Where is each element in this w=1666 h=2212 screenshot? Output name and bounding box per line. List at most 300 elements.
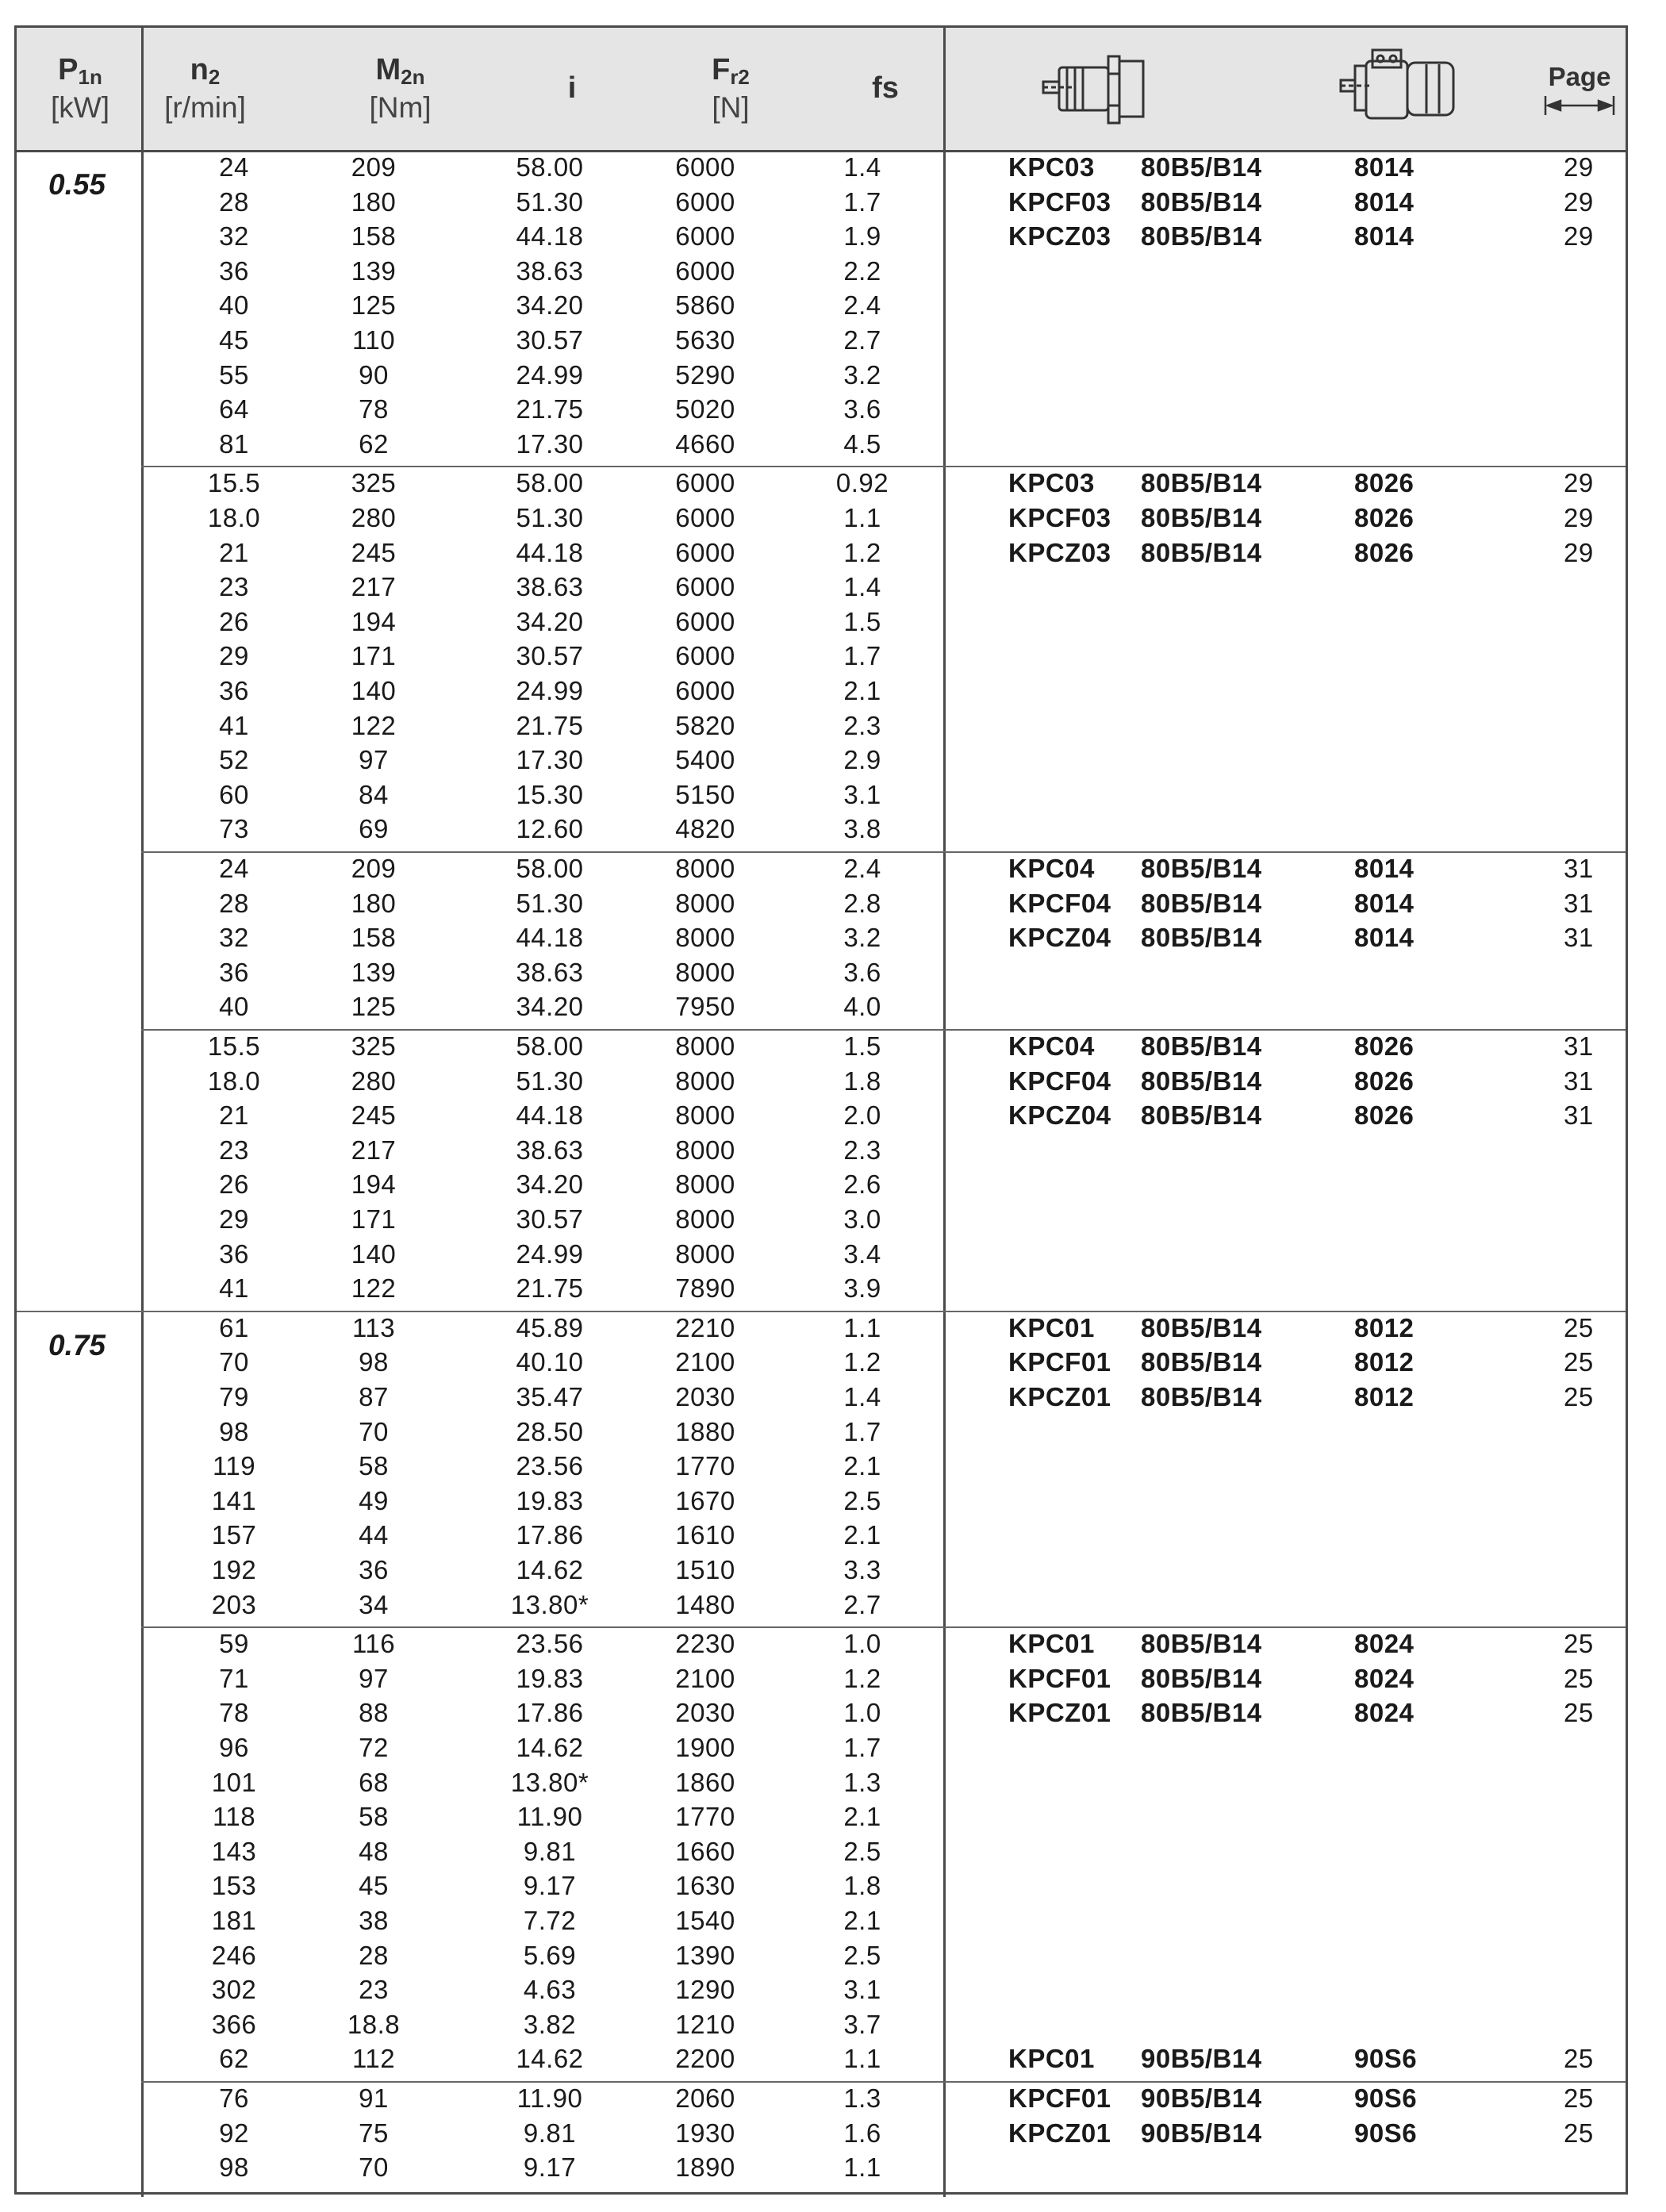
m2n-cell: 280	[351, 502, 397, 532]
ratio-cell: 24.99	[516, 675, 584, 705]
fr2-cell: 5820	[675, 710, 735, 740]
n2-cell: 246	[211, 1940, 257, 1970]
ratio-cell: 30.57	[516, 641, 584, 671]
m2n-cell: 245	[351, 1100, 397, 1131]
ratio-cell: 38.63	[516, 957, 584, 987]
fs-cell: 3.2	[843, 923, 881, 953]
header-i: i	[567, 71, 577, 106]
n2-cell: 18.0	[207, 502, 261, 532]
ratio-cell: 5.69	[523, 1940, 577, 1970]
ratio-cell: 21.75	[516, 394, 584, 424]
n2-cell: 29	[219, 1204, 249, 1234]
product-flange: 80B5/B14	[1141, 1663, 1262, 1693]
fs-cell: 2.1	[843, 1520, 881, 1550]
product-motor: 90S6	[1354, 2083, 1418, 2113]
group-divider	[141, 466, 1626, 467]
n2-cell: 96	[219, 1732, 249, 1762]
fs-cell: 3.3	[843, 1554, 881, 1584]
m2n-cell: 139	[351, 255, 397, 286]
n2-cell: 21	[219, 1100, 249, 1131]
header-m2n: $M_{2n}$ [Nm]	[369, 52, 432, 125]
fr2-cell: 7890	[675, 1273, 735, 1304]
ratio-cell: 44.18	[516, 221, 584, 252]
fr2-cell: 1670	[675, 1485, 735, 1515]
n2-cell: 98	[219, 2152, 249, 2183]
n2-cell: 26	[219, 1169, 249, 1200]
fs-cell: 3.1	[843, 779, 881, 809]
m2n-cell: 69	[359, 814, 389, 844]
product-page: 29	[1564, 537, 1594, 567]
product-motor: 8012	[1354, 1381, 1415, 1411]
m2n-cell: 158	[351, 221, 397, 252]
fs-cell: 2.8	[843, 888, 881, 918]
m2n-cell: 125	[351, 290, 397, 321]
fs-cell: 2.3	[843, 1135, 881, 1165]
ratio-cell: 23.56	[516, 1451, 584, 1481]
fs-cell: 1.7	[843, 1416, 881, 1446]
n2-cell: 45	[219, 325, 249, 355]
ratio-cell: 13.80*	[510, 1767, 589, 1797]
fr2-cell: 6000	[675, 641, 735, 671]
m2n-cell: 49	[359, 1485, 389, 1515]
m2n-cell: 209	[351, 854, 397, 883]
ratio-cell: 14.62	[516, 2044, 584, 2074]
m2n-cell: 36	[359, 1554, 389, 1584]
n2-cell: 366	[211, 2009, 257, 2039]
n2-cell: 32	[219, 923, 249, 953]
ratio-cell: 24.99	[516, 1238, 584, 1269]
fr2-cell: 1660	[675, 1836, 735, 1866]
product-page: 29	[1564, 152, 1594, 182]
product-flange: 80B5/B14	[1141, 537, 1262, 567]
column-divider-products	[943, 28, 946, 2197]
product-page: 25	[1564, 1381, 1594, 1411]
m2n-cell: 97	[359, 745, 389, 775]
ratio-cell: 4.63	[523, 1975, 577, 2005]
fr2-cell: 1860	[675, 1767, 735, 1797]
ratio-cell: 9.81	[523, 2118, 577, 2148]
fs-cell: 1.1	[843, 2152, 881, 2183]
fs-cell: 2.9	[843, 745, 881, 775]
m2n-cell: 91	[359, 2083, 389, 2113]
fs-cell: 2.7	[843, 1589, 881, 1619]
product-motor: 8012	[1354, 1312, 1415, 1342]
fr2-cell: 1290	[675, 1975, 735, 2005]
ratio-cell: 44.18	[516, 537, 584, 567]
product-page: 29	[1564, 502, 1594, 532]
power-divider	[17, 1311, 1626, 1312]
fr2-cell: 2030	[675, 1381, 735, 1411]
fs-cell: 3.2	[843, 359, 881, 390]
m2n-cell: 90	[359, 359, 389, 390]
product-page: 25	[1564, 1312, 1594, 1342]
fr2-cell: 1890	[675, 2152, 735, 2183]
fs-cell: 2.5	[843, 1836, 881, 1866]
fs-cell: 2.6	[843, 1169, 881, 1200]
m2n-cell: 75	[359, 2118, 389, 2148]
product-flange: 80B5/B14	[1141, 1347, 1262, 1377]
n2-cell: 28	[219, 186, 249, 217]
fs-cell: 1.7	[843, 186, 881, 217]
product-flange: 80B5/B14	[1141, 1312, 1262, 1342]
fr2-cell: 8000	[675, 1169, 735, 1200]
m2n-cell: 58	[359, 1451, 389, 1481]
product-page: 31	[1564, 923, 1594, 953]
ratio-cell: 30.57	[516, 325, 584, 355]
n2-cell: 71	[219, 1663, 249, 1693]
product-model: KPC04	[1008, 1031, 1095, 1061]
fs-cell: 1.5	[843, 606, 881, 636]
n2-cell: 18.0	[207, 1066, 261, 1096]
ratio-cell: 58.00	[516, 152, 584, 182]
ratio-cell: 38.63	[516, 255, 584, 286]
fr2-cell: 6000	[675, 537, 735, 567]
m2n-cell: 58	[359, 1802, 389, 1832]
n2-cell: 15.5	[207, 468, 261, 498]
n2-cell: 181	[211, 1905, 257, 1935]
ratio-cell: 45.89	[516, 1312, 584, 1342]
m2n-cell: 171	[351, 1204, 397, 1234]
selection-table	[14, 25, 1628, 2195]
fr2-cell: 5400	[675, 745, 735, 775]
m2n-cell: 122	[351, 1273, 397, 1304]
ratio-cell: 30.57	[516, 1204, 584, 1234]
ratio-cell: 34.20	[516, 606, 584, 636]
n2-cell: 143	[211, 1836, 257, 1866]
m2n-cell: 38	[359, 1905, 389, 1935]
n2-cell: 192	[211, 1554, 257, 1584]
product-flange: 80B5/B14	[1141, 888, 1262, 918]
m2n-cell: 325	[351, 1031, 397, 1061]
ratio-cell: 21.75	[516, 1273, 584, 1304]
fr2-cell: 2030	[675, 1698, 735, 1728]
fs-cell: 3.8	[843, 814, 881, 844]
n2-cell: 153	[211, 1871, 257, 1901]
fs-cell: 2.5	[843, 1940, 881, 1970]
fs-cell: 2.3	[843, 710, 881, 740]
fr2-cell: 8000	[675, 1066, 735, 1096]
product-page: 29	[1564, 186, 1594, 217]
product-page: 31	[1564, 1100, 1594, 1131]
ratio-cell: 9.17	[523, 2152, 577, 2183]
ratio-cell: 14.62	[516, 1554, 584, 1584]
m2n-cell: 48	[359, 1836, 389, 1866]
fs-cell: 3.6	[843, 394, 881, 424]
fs-cell: 3.0	[843, 1204, 881, 1234]
n2-cell: 118	[212, 1802, 256, 1832]
fs-cell: 2.2	[843, 255, 881, 286]
fr2-cell: 4660	[675, 428, 735, 459]
fr2-cell: 5290	[675, 359, 735, 390]
product-motor: 8024	[1354, 1629, 1415, 1659]
ratio-cell: 51.30	[516, 186, 584, 217]
ratio-cell: 17.86	[516, 1698, 584, 1728]
fs-cell: 1.8	[843, 1066, 881, 1096]
ratio-cell: 21.75	[516, 710, 584, 740]
m2n-cell: 194	[351, 1169, 397, 1200]
m2n-cell: 280	[351, 1066, 397, 1096]
ratio-cell: 11.90	[516, 2083, 583, 2113]
fr2-cell: 1540	[675, 1905, 735, 1935]
n2-cell: 73	[219, 814, 249, 844]
fs-cell: 1.3	[843, 2083, 881, 2113]
n2-cell: 60	[219, 779, 249, 809]
ratio-cell: 9.17	[523, 1871, 577, 1901]
n2-cell: 52	[219, 745, 249, 775]
ratio-cell: 38.63	[516, 572, 584, 602]
fr2-cell: 6000	[675, 255, 735, 286]
ratio-cell: 13.80*	[510, 1589, 589, 1619]
m2n-cell: 28	[359, 1940, 389, 1970]
ratio-cell: 38.63	[516, 1135, 584, 1165]
product-flange: 80B5/B14	[1141, 1381, 1262, 1411]
m2n-cell: 110	[351, 325, 396, 355]
n2-cell: 62	[219, 2044, 249, 2074]
fr2-cell: 6000	[675, 468, 735, 498]
m2n-cell: 78	[359, 394, 389, 424]
product-motor: 8026	[1354, 1100, 1415, 1131]
product-flange: 90B5/B14	[1141, 2118, 1262, 2148]
fs-cell: 1.1	[843, 1312, 881, 1342]
product-model: KPC01	[1008, 2044, 1095, 2074]
ratio-cell: 58.00	[516, 468, 584, 498]
product-motor: 90S6	[1354, 2044, 1418, 2074]
n2-cell: 36	[219, 1238, 249, 1269]
fs-cell: 3.1	[843, 1975, 881, 2005]
ratio-cell: 19.83	[516, 1663, 584, 1693]
n2-cell: 78	[219, 1698, 249, 1728]
m2n-cell: 209	[351, 152, 397, 182]
fs-cell: 2.4	[843, 290, 881, 321]
product-model: KPCZ03	[1008, 221, 1111, 252]
fs-cell: 1.0	[843, 1698, 881, 1728]
fr2-cell: 8000	[675, 957, 735, 987]
fr2-cell: 5860	[675, 290, 735, 321]
fs-cell: 1.7	[843, 1732, 881, 1762]
product-model: KPCF04	[1008, 1066, 1111, 1096]
m2n-cell: 325	[351, 468, 397, 498]
double-arrow-icon	[1543, 94, 1616, 117]
fs-cell: 2.1	[843, 1802, 881, 1832]
fr2-cell: 1510	[675, 1554, 735, 1584]
ratio-cell: 19.83	[516, 1485, 584, 1515]
product-motor: 8014	[1354, 152, 1415, 182]
header-fs: fs	[872, 71, 899, 106]
m2n-cell: 217	[351, 1135, 397, 1165]
n2-cell: 119	[212, 1451, 256, 1481]
n2-cell: 92	[219, 2118, 249, 2148]
m2n-cell: 245	[351, 537, 397, 567]
fr2-cell: 2210	[675, 1312, 735, 1342]
fr2-cell: 6000	[675, 572, 735, 602]
fr2-cell: 6000	[675, 152, 735, 182]
ratio-cell: 17.30	[516, 428, 584, 459]
fr2-cell: 8000	[675, 923, 735, 953]
m2n-cell: 44	[359, 1520, 389, 1550]
fr2-cell: 8000	[675, 1100, 735, 1131]
product-model: KPCF03	[1008, 186, 1111, 217]
fr2-cell: 8000	[675, 854, 735, 883]
fr2-cell: 8000	[675, 888, 735, 918]
fs-cell: 1.2	[843, 1347, 881, 1377]
ratio-cell: 34.20	[516, 992, 584, 1022]
product-model: KPC03	[1008, 468, 1095, 498]
n2-cell: 23	[219, 572, 249, 602]
n2-cell: 81	[219, 428, 249, 459]
ratio-cell: 17.30	[516, 745, 584, 775]
ratio-cell: 34.20	[516, 1169, 584, 1200]
m2n-cell: 23	[359, 1975, 389, 2005]
gearmotor-icon	[1338, 44, 1464, 132]
m2n-cell: 72	[359, 1732, 389, 1762]
m2n-cell: 180	[351, 888, 397, 918]
fr2-cell: 1610	[675, 1520, 735, 1550]
n2-cell: 15.5	[207, 1031, 261, 1061]
n2-cell: 64	[219, 394, 249, 424]
product-model: KPCZ04	[1008, 923, 1111, 953]
group-divider	[141, 2081, 1626, 2083]
ratio-cell: 34.20	[516, 290, 584, 321]
fr2-cell: 1210	[675, 2009, 735, 2039]
fs-cell: 2.1	[843, 1905, 881, 1935]
product-page: 31	[1564, 1066, 1594, 1096]
product-flange: 80B5/B14	[1141, 186, 1262, 217]
fr2-cell: 2230	[675, 1629, 735, 1659]
fr2-cell: 1390	[675, 1940, 735, 1970]
product-page: 29	[1564, 468, 1594, 498]
fr2-cell: 1770	[675, 1802, 735, 1832]
fs-cell: 3.9	[843, 1273, 881, 1304]
fr2-cell: 5150	[675, 779, 735, 809]
n2-cell: 40	[219, 992, 249, 1022]
fs-cell: 2.7	[843, 325, 881, 355]
ratio-cell: 9.81	[523, 1836, 577, 1866]
product-motor: 8014	[1354, 186, 1415, 217]
n2-cell: 40	[219, 290, 249, 321]
power-label: 0.55	[48, 168, 106, 201]
product-flange: 90B5/B14	[1141, 2044, 1262, 2074]
header-fr2: $F_{r2}$ [N]	[712, 52, 750, 125]
m2n-cell: 171	[351, 641, 397, 671]
m2n-cell: 140	[351, 1238, 397, 1269]
m2n-cell: 68	[359, 1767, 389, 1797]
fr2-cell: 8000	[675, 1204, 735, 1234]
product-flange: 80B5/B14	[1141, 1031, 1262, 1061]
fs-cell: 1.4	[843, 572, 881, 602]
n2-cell: 55	[219, 359, 249, 390]
fr2-cell: 5020	[675, 394, 735, 424]
product-page: 25	[1564, 1629, 1594, 1659]
n2-cell: 41	[219, 1273, 249, 1304]
product-model: KPCZ04	[1008, 1100, 1111, 1131]
n2-cell: 29	[219, 641, 249, 671]
n2-cell: 302	[211, 1975, 257, 2005]
power-label: 0.75	[48, 1328, 106, 1361]
fr2-cell: 1480	[675, 1589, 735, 1619]
fr2-cell: 2200	[675, 2044, 735, 2074]
ratio-cell: 17.86	[516, 1520, 584, 1550]
gearbox-icon	[1040, 50, 1159, 126]
product-motor: 8014	[1354, 221, 1415, 252]
m2n-cell: 180	[351, 186, 397, 217]
ratio-cell: 3.82	[523, 2009, 577, 2039]
ratio-cell: 51.30	[516, 502, 584, 532]
n2-cell: 21	[219, 537, 249, 567]
product-page: 25	[1564, 1698, 1594, 1728]
ratio-cell: 14.62	[516, 1732, 584, 1762]
product-model: KPCF01	[1008, 1347, 1111, 1377]
fs-cell: 1.7	[843, 641, 881, 671]
ratio-cell: 44.18	[516, 1100, 584, 1131]
fs-cell: 2.4	[843, 854, 881, 883]
n2-cell: 36	[219, 255, 249, 286]
n2-cell: 23	[219, 1135, 249, 1165]
fs-cell: 1.6	[843, 2118, 881, 2148]
n2-cell: 79	[219, 1381, 249, 1411]
n2-cell: 141	[211, 1485, 257, 1515]
fr2-cell: 8000	[675, 1031, 735, 1061]
product-model: KPC01	[1008, 1312, 1095, 1342]
m2n-cell: 97	[359, 1663, 389, 1693]
fs-cell: 1.4	[843, 152, 881, 182]
product-motor: 8024	[1354, 1698, 1415, 1728]
product-flange: 90B5/B14	[1141, 2083, 1262, 2113]
product-flange: 80B5/B14	[1141, 1100, 1262, 1131]
fs-cell: 1.2	[843, 537, 881, 567]
n2-cell: 203	[211, 1589, 257, 1619]
fs-cell: 4.0	[843, 992, 881, 1022]
fs-cell: 0.92	[835, 468, 889, 498]
ratio-cell: 58.00	[516, 854, 584, 883]
product-model: KPC01	[1008, 1629, 1095, 1659]
n2-cell: 36	[219, 957, 249, 987]
n2-cell: 24	[219, 854, 249, 883]
fs-cell: 1.1	[843, 2044, 881, 2074]
product-page: 31	[1564, 1031, 1594, 1061]
product-page: 29	[1564, 221, 1594, 252]
ratio-cell: 44.18	[516, 923, 584, 953]
m2n-cell: 18.8	[347, 2009, 401, 2039]
ratio-cell: 40.10	[516, 1347, 584, 1377]
m2n-cell: 122	[351, 710, 397, 740]
fs-cell: 1.9	[843, 221, 881, 252]
fs-cell: 1.1	[843, 502, 881, 532]
product-flange: 80B5/B14	[1141, 923, 1262, 953]
product-motor: 8026	[1354, 1031, 1415, 1061]
fs-cell: 2.5	[843, 1485, 881, 1515]
group-divider	[141, 1626, 1626, 1628]
fr2-cell: 7950	[675, 992, 735, 1022]
ratio-cell: 12.60	[516, 814, 584, 844]
product-motor: 8024	[1354, 1663, 1415, 1693]
product-model: KPCZ01	[1008, 2118, 1111, 2148]
ratio-cell: 24.99	[516, 359, 584, 390]
product-model: KPCZ01	[1008, 1698, 1111, 1728]
product-page: 25	[1564, 2118, 1594, 2148]
product-flange: 80B5/B14	[1141, 221, 1262, 252]
fr2-cell: 8000	[675, 1135, 735, 1165]
product-motor: 8014	[1354, 923, 1415, 953]
fs-cell: 1.3	[843, 1767, 881, 1797]
m2n-cell: 62	[359, 428, 389, 459]
n2-cell: 36	[219, 675, 249, 705]
m2n-cell: 140	[351, 675, 397, 705]
fr2-cell: 1930	[675, 2118, 735, 2148]
m2n-cell: 113	[351, 1312, 396, 1342]
fs-cell: 2.1	[843, 675, 881, 705]
fr2-cell: 6000	[675, 502, 735, 532]
n2-cell: 76	[219, 2083, 249, 2113]
